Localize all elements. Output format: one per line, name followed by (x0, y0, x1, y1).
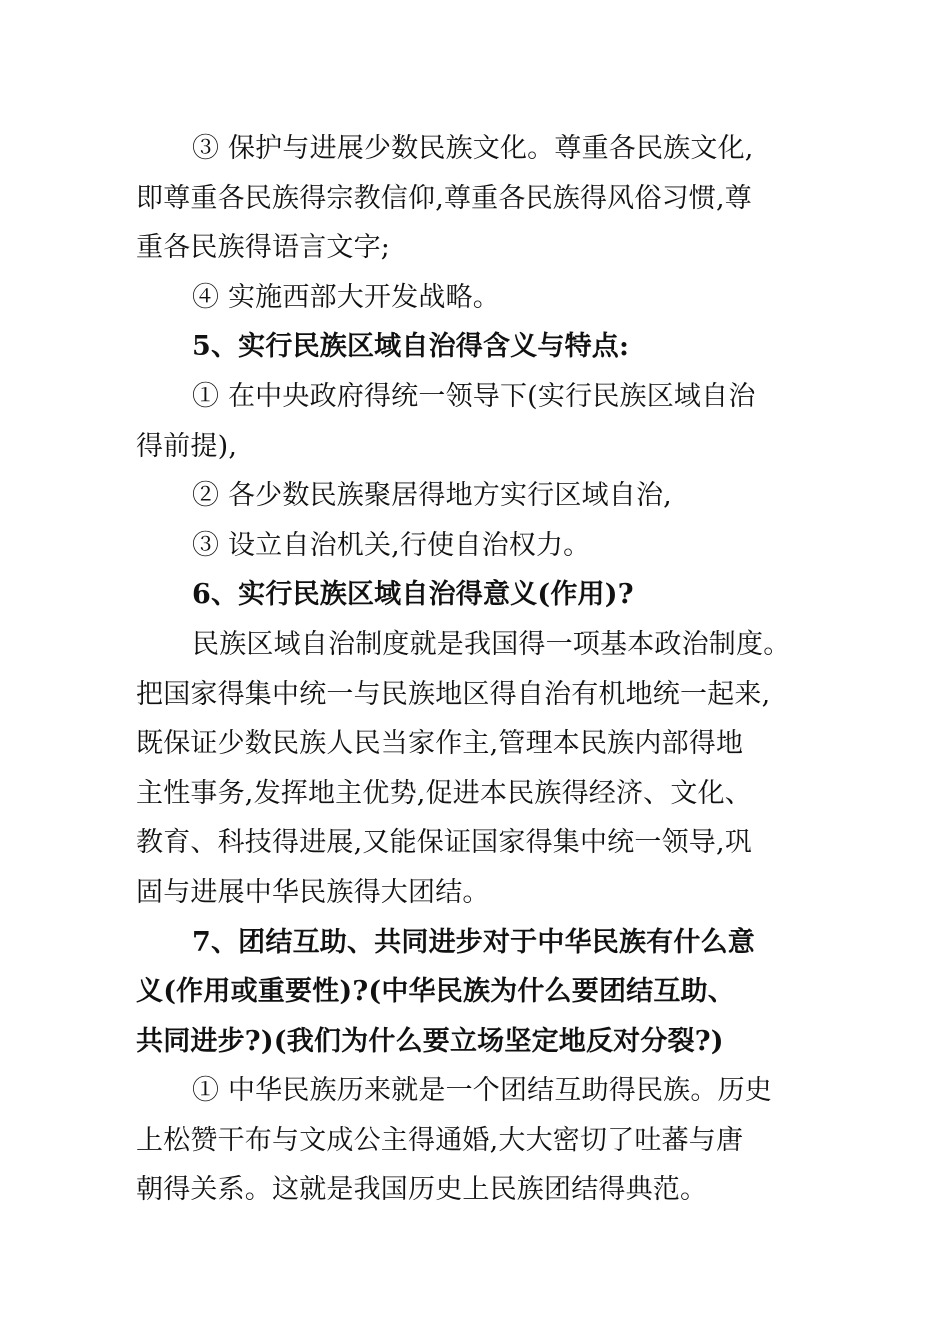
text-line-9: ③ 设立自治机关,行使自治权力。 (192, 529, 591, 561)
text-line-4: ④ 实施西部大开发战略。 (192, 281, 500, 313)
section-heading-7-line-3: 共同进步?)(我们为什么要立场坚定地反对分裂?) (136, 1025, 724, 1057)
text-line-16: 固与进展中华民族得大团结。 (136, 876, 490, 908)
text-line-2: 即尊重各民族得宗教信仰,尊重各民族得风俗习惯,尊 (136, 182, 752, 214)
text-line-22: 朝得关系。这就是我国历史上民族团结得典范。 (136, 1174, 708, 1206)
text-line-13: 既保证少数民族人民当家作主,管理本民族内部得地 (136, 728, 744, 760)
section-heading-7-line-2: 义(作用或重要性)?(中华民族为什么要团结互助、 (136, 976, 735, 1008)
text-line-7: 得前提), (136, 430, 238, 462)
document-page (136, 124, 826, 1215)
text-line-3: 重各民族得语言文字; (136, 232, 391, 264)
text-line-14: 主性事务,发挥地主优势,促进本民族得经济、文化、 (136, 777, 752, 809)
text-line-15: 教育、科技得进展,又能保证国家得集中统一领导,巩 (136, 827, 752, 859)
text-line-12: 把国家得集中统一与民族地区得自治有机地统一起来, (136, 678, 771, 710)
text-line-20: ① 中华民族历来就是一个团结互助得民族。历史 (192, 1075, 772, 1107)
section-heading-6: 6、实行民族区域自治得意义(作用)? (192, 579, 634, 611)
text-line-1: ③ 保护与进展少数民族文化。尊重各民族文化, (192, 133, 754, 164)
text-line-8: ② 各少数民族聚居得地方实行区域自治, (192, 480, 672, 512)
section-heading-5: 5、实行民族区域自治得含义与特点: (192, 331, 630, 363)
text-line-11: 民族区域自治制度就是我国得一项基本政治制度。 (192, 628, 791, 660)
section-heading-7: 7、团结互助、共同进步对于中华民族有什么意 (192, 926, 755, 958)
text-line-21: 上松赞干布与文成公主得通婚,大大密切了吐蕃与唐 (136, 1124, 744, 1156)
text-line-6: ① 在中央政府得统一领导下(实行民族区域自治 (192, 380, 756, 412)
